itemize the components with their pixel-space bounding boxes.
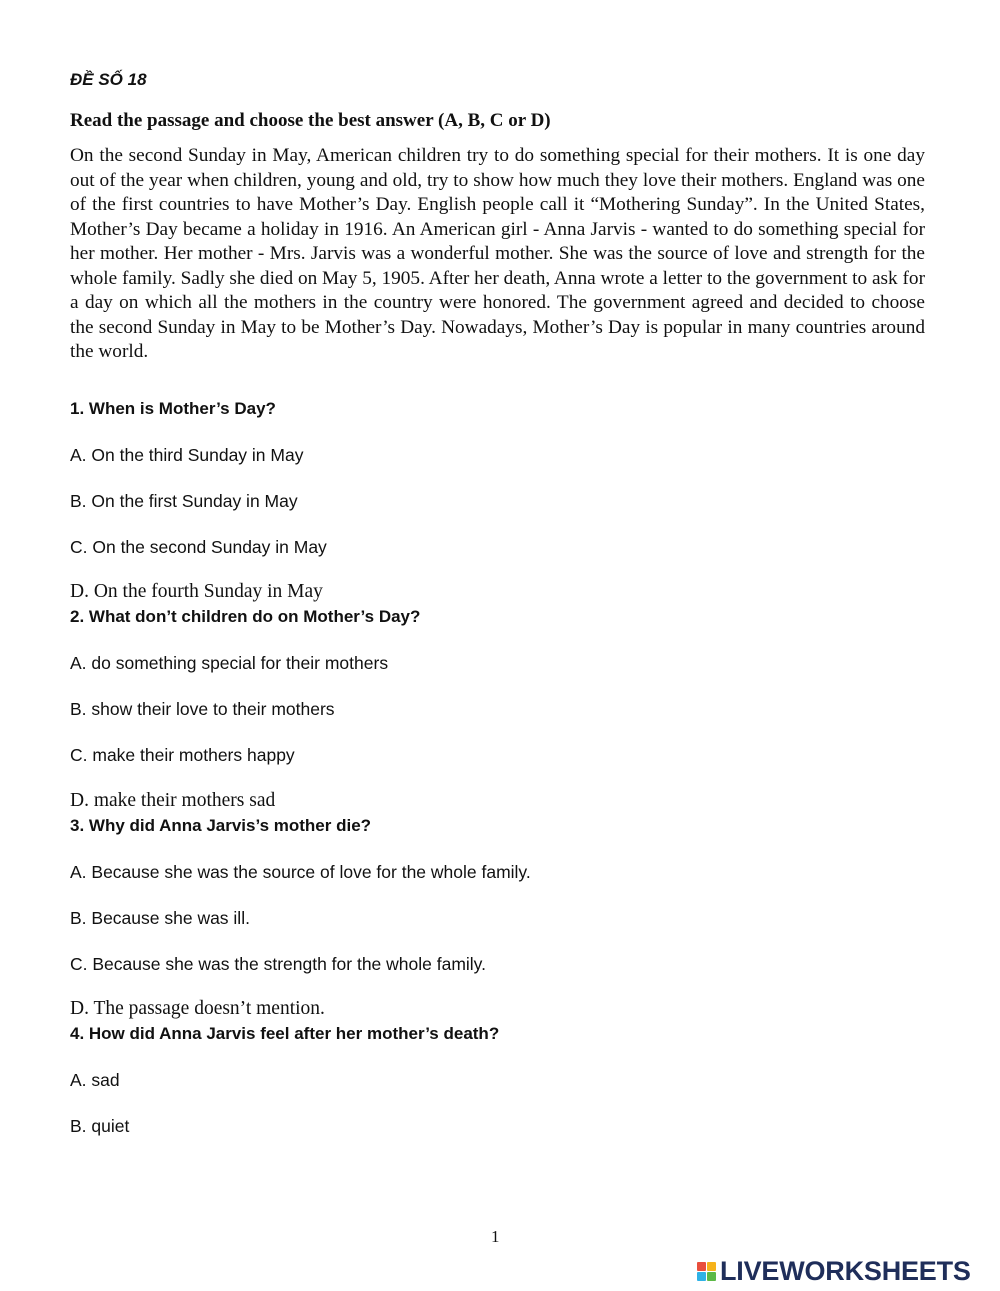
- reading-passage: On the second Sunday in May, American children try to do something special for their mothers. It is one day out of the year when children, young and old, try to show how much they love their mothers. England was one of the first countries to have Mother’s Day. English people call it “Mothering Sunday”. In the United States, Mother’s Day became a holiday in 1916. An American girl - Anna Jarvis - wanted to do something special for her mother. Her mother - Mrs. Jarvis was a wonderful mother. She was the source of love and strength for the whole family. Sadly she died on May 5, 1905. After her death, Anna wrote a letter to the government to ask for a day on which all the mothers in the country were honored. The government agreed and decided to choose the second Sunday in May to be Mother’s Day. Nowadays, Mother’s Day is popular in many countries around the world.: [70, 145, 925, 362]
- instruction-heading: Read the passage and choose the best answer (A, B, C or D): [70, 110, 551, 131]
- question-2: 2. What don’t children do on Mother’s Day?: [70, 607, 421, 626]
- liveworksheets-logo[interactable]: [697, 1256, 971, 1286]
- page-number: 1: [491, 1227, 500, 1246]
- q2-option-d[interactable]: D. make their mothers sad: [70, 790, 276, 811]
- q2-option-b[interactable]: B. show their love to their mothers: [70, 699, 335, 719]
- q2-option-c[interactable]: C. make their mothers happy: [70, 745, 295, 765]
- q1-option-c[interactable]: C. On the second Sunday in May: [70, 537, 327, 557]
- q1-option-b[interactable]: B. On the first Sunday in May: [70, 491, 298, 511]
- question-3: 3. Why did Anna Jarvis’s mother die?: [70, 816, 372, 835]
- q3-option-b[interactable]: B. Because she was ill.: [70, 908, 250, 928]
- q1-option-d[interactable]: D. On the fourth Sunday in May: [70, 581, 323, 602]
- worksheet-title: ĐỀ SỐ 18: [70, 70, 147, 89]
- q2-option-a[interactable]: A. do something special for their mothers: [70, 653, 389, 673]
- brand-name: LIVEWORKSHEETS: [720, 1255, 971, 1286]
- question-1: 1. When is Mother’s Day?: [70, 399, 276, 418]
- q3-option-d[interactable]: D. The passage doesn’t mention.: [70, 998, 325, 1019]
- question-4: 4. How did Anna Jarvis feel after her mother’s death?: [70, 1024, 500, 1043]
- q4-option-b[interactable]: B. quiet: [70, 1116, 130, 1136]
- q3-option-c[interactable]: C. Because she was the strength for the whole family.: [70, 954, 486, 974]
- q4-option-a[interactable]: A. sad: [70, 1070, 120, 1090]
- q1-option-a[interactable]: A. On the third Sunday in May: [70, 445, 304, 465]
- q3-option-a[interactable]: A. Because she was the source of love for the whole family.: [70, 862, 531, 882]
- liveworksheets-grid-icon: [697, 1262, 716, 1281]
